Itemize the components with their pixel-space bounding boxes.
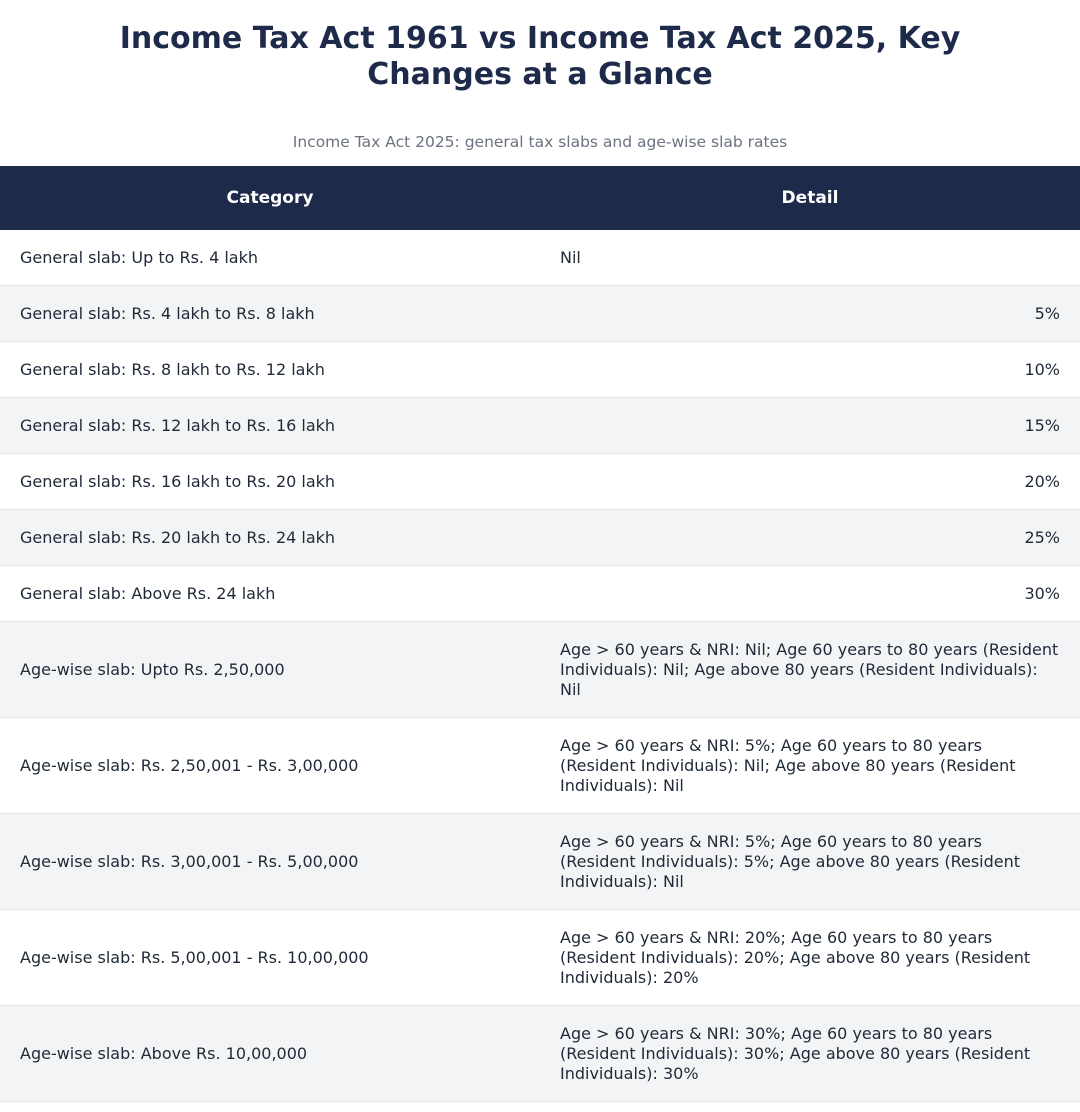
category-cell: General slab: Rs. 8 lakh to Rs. 12 lakh — [0, 342, 540, 398]
table-row — [0, 566, 1080, 622]
column-header-category: Category — [0, 166, 540, 230]
detail-cell: Age > 60 years & NRI: 30%; Age 60 years to 80 years (Resident Individuals): 30%; Age above 80 years (Resident Individuals): 30% — [540, 1006, 1080, 1102]
table-row — [0, 286, 1080, 342]
detail-cell: Age > 60 years & NRI: Nil; Age 60 years to 80 years (Resident Individuals): Nil; Age above 80 years (Resident Individuals): Nil — [540, 622, 1080, 718]
table-row — [0, 622, 1080, 718]
table-row — [0, 718, 1080, 814]
detail-cell: Nil — [540, 230, 1080, 286]
detail-cell: 20% — [540, 454, 1080, 510]
category-cell: Age-wise slab: Rs. 5,00,001 - Rs. 10,00,000 — [0, 910, 540, 1006]
category-cell: Age-wise slab: Above Rs. 10,00,000 — [0, 1006, 540, 1102]
category-cell: General slab: Rs. 12 lakh to Rs. 16 lakh — [0, 398, 540, 454]
category-cell: Age-wise slab: Upto Rs. 2,50,000 — [0, 622, 540, 718]
table-body — [0, 230, 1080, 1102]
detail-cell: 10% — [540, 342, 1080, 398]
detail-cell: Age > 60 years & NRI: 20%; Age 60 years to 80 years (Resident Individuals): 20%; Age above 80 years (Resident Individuals): 20% — [540, 910, 1080, 1006]
table-row — [0, 398, 1080, 454]
table-row — [0, 910, 1080, 1006]
table-header — [0, 166, 1080, 230]
category-cell: Age-wise slab: Rs. 3,00,001 - Rs. 5,00,000 — [0, 814, 540, 910]
table-row — [0, 1006, 1080, 1102]
detail-cell: 15% — [540, 398, 1080, 454]
table-row — [0, 510, 1080, 566]
category-cell: Age-wise slab: Rs. 2,50,001 - Rs. 3,00,000 — [0, 718, 540, 814]
table-row — [0, 454, 1080, 510]
category-cell: General slab: Rs. 20 lakh to Rs. 24 lakh — [0, 510, 540, 566]
category-cell: General slab: Up to Rs. 4 lakh — [0, 230, 540, 286]
table-row — [0, 342, 1080, 398]
tax-slab-table — [0, 166, 1080, 1102]
column-header-detail: Detail — [540, 166, 1080, 230]
page-title: Income Tax Act 1961 vs Income Tax Act 2025, Key Changes at a Glance — [119, 21, 961, 92]
category-cell: General slab: Above Rs. 24 lakh — [0, 566, 540, 622]
detail-cell: Age > 60 years & NRI: 5%; Age 60 years to 80 years (Resident Individuals): 5%; Age above 80 years (Resident Individuals): Nil — [540, 814, 1080, 910]
category-cell: General slab: Rs. 4 lakh to Rs. 8 lakh — [0, 286, 540, 342]
detail-cell: 5% — [540, 286, 1080, 342]
category-cell: General slab: Rs. 16 lakh to Rs. 20 lakh — [0, 454, 540, 510]
detail-cell: Age > 60 years & NRI: 5%; Age 60 years to 80 years (Resident Individuals): Nil; Age above 80 years (Resident Individuals): Nil — [540, 718, 1080, 814]
detail-cell: 30% — [540, 566, 1080, 622]
table-row — [0, 814, 1080, 910]
table-row — [0, 230, 1080, 286]
detail-cell: 25% — [540, 510, 1080, 566]
header-row — [0, 166, 1080, 230]
page-subtitle: Income Tax Act 2025: general tax slabs and age-wise slab rates — [292, 133, 788, 151]
